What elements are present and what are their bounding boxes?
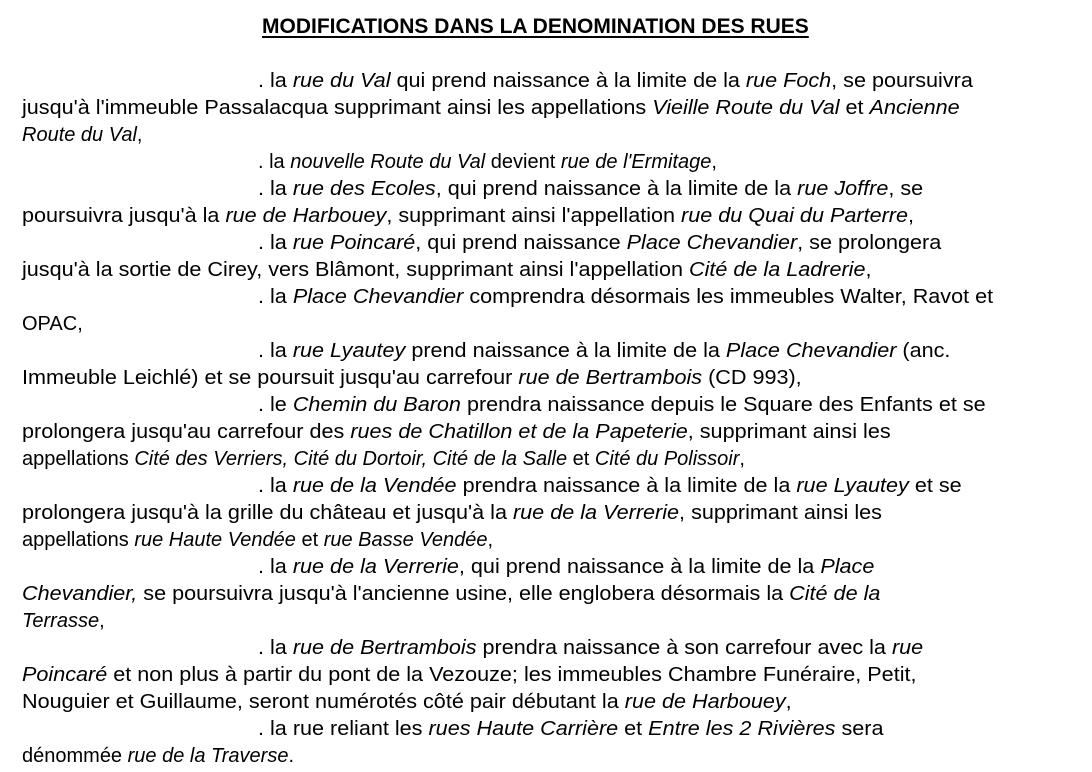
text-line bbox=[258, 635, 923, 662]
text-run: prolongera jusqu'au carrefour des bbox=[22, 421, 351, 443]
text-run: , se bbox=[888, 178, 924, 200]
street-name: nouvelle Route du Val bbox=[290, 151, 486, 173]
text-run: , bbox=[136, 124, 143, 146]
text-line bbox=[22, 446, 745, 473]
street-name: Cité des Verriers, Cité du Dortoir, Cité de la Salle bbox=[134, 448, 568, 470]
text-run: , supprimant ainsi l'appellation bbox=[386, 205, 682, 227]
street-name: Chevandier, bbox=[22, 583, 138, 605]
text-run: . la rue reliant les bbox=[258, 718, 429, 740]
text-run: et se bbox=[908, 475, 962, 497]
text-line bbox=[22, 581, 880, 608]
text-run: jusqu'à la sortie de Cirey, vers Blâmont, supprimant ainsi l'appellation bbox=[22, 259, 689, 281]
text-line bbox=[22, 527, 493, 554]
text-line bbox=[258, 716, 883, 743]
text-line bbox=[22, 257, 872, 284]
text-line bbox=[22, 689, 792, 716]
text-run: , bbox=[739, 448, 745, 470]
text-run: , qui prend naissance bbox=[415, 232, 627, 254]
text-run: , bbox=[865, 259, 872, 281]
text-run: prend naissance à la limite de la bbox=[405, 340, 726, 362]
text-run: et bbox=[567, 448, 595, 470]
text-run: et bbox=[295, 529, 324, 551]
street-name: Entre les 2 Rivières bbox=[648, 718, 836, 740]
text-line bbox=[258, 473, 962, 500]
text-run: jusqu'à l'immeuble Passalacqua supprimant ainsi les appellations bbox=[22, 97, 653, 119]
text-run: prendra naissance depuis le Square des Enfants et se bbox=[460, 394, 986, 416]
street-name: Cité de la Ladrerie bbox=[688, 259, 866, 281]
text-run: , supprimant ainsi les bbox=[679, 502, 882, 524]
street-name: rue Foch bbox=[745, 70, 832, 92]
street-name: rue de la Verrerie bbox=[512, 502, 680, 524]
text-run: , se poursuivra bbox=[831, 70, 973, 92]
street-name: rue de Harbouey bbox=[624, 691, 786, 713]
text-run: poursuivra jusqu'à la bbox=[22, 205, 226, 227]
street-name: rue de la Traverse bbox=[127, 745, 289, 767]
street-name: Terrasse bbox=[22, 610, 100, 632]
street-name: rue bbox=[891, 637, 924, 659]
text-line bbox=[258, 338, 950, 365]
text-run: et bbox=[618, 718, 649, 740]
text-run: appellations bbox=[22, 448, 135, 470]
text-run: qui prend naissance à la limite de la bbox=[390, 70, 746, 92]
street-name: rue Lyautey bbox=[796, 475, 909, 497]
text-line bbox=[258, 554, 874, 581]
street-name: rue Joffre bbox=[797, 178, 889, 200]
text-run: et non plus à partir du pont de la Vezouze; les immeubles Chambre Funéraire, Petit, bbox=[107, 664, 917, 686]
text-run: . la bbox=[258, 232, 293, 254]
text-run: devient bbox=[485, 151, 561, 173]
text-line bbox=[258, 176, 923, 203]
text-run: , supprimant ainsi les bbox=[687, 421, 891, 443]
street-name: rue Poincaré bbox=[292, 232, 416, 254]
street-name: rue Haute Vendée bbox=[134, 529, 296, 551]
street-name: rue de la Vendée bbox=[292, 475, 457, 497]
text-run: , bbox=[487, 529, 494, 551]
street-name: Place bbox=[820, 556, 875, 578]
text-run: , bbox=[785, 691, 792, 713]
text-line bbox=[22, 95, 960, 122]
street-name: rue de la Verrerie bbox=[292, 556, 459, 578]
text-line bbox=[22, 122, 142, 149]
text-run: et bbox=[839, 97, 870, 119]
text-line bbox=[22, 365, 802, 392]
street-name: rues de Chatillon et de la Papeterie bbox=[350, 421, 688, 443]
street-name: rue Basse Vendée bbox=[323, 529, 488, 551]
text-run: , qui prend naissance à la limite de la bbox=[458, 556, 821, 578]
text-run: , qui prend naissance à la limite de la bbox=[435, 178, 798, 200]
street-name: rue Lyautey bbox=[292, 340, 406, 362]
text-run: , se prolongera bbox=[797, 232, 942, 254]
street-name: rues Haute Carrière bbox=[428, 718, 619, 740]
text-run: se poursuivra jusqu'à l'ancienne usine, elle englobera désormais la bbox=[137, 583, 790, 605]
street-name: rue de Bertrambois bbox=[292, 637, 477, 659]
street-name: rue du Quai du Parterre bbox=[681, 205, 908, 227]
text-line bbox=[22, 662, 916, 689]
text-run: . la bbox=[258, 70, 293, 92]
text-run: , bbox=[99, 610, 105, 632]
text-line bbox=[258, 392, 986, 419]
text-line bbox=[258, 149, 717, 176]
street-name: Cité de la bbox=[789, 583, 881, 605]
text-line bbox=[22, 203, 914, 230]
text-run: prendra naissance à son carrefour avec la bbox=[476, 637, 892, 659]
text-line bbox=[22, 311, 83, 338]
text-run: . la bbox=[258, 286, 293, 308]
street-name: Route du Val bbox=[22, 124, 137, 146]
text-run: comprendra désormais les immeubles Walter, Ravot et bbox=[463, 286, 994, 308]
street-name: Chemin du Baron bbox=[292, 394, 461, 416]
text-run: Immeuble Leichlé) et se poursuit jusqu'au carrefour bbox=[22, 367, 519, 389]
text-run: appellations bbox=[22, 529, 135, 551]
street-name: rue de Harbouey bbox=[225, 205, 387, 227]
text-run: prolongera jusqu'à la grille du château et jusqu'à la bbox=[22, 502, 513, 524]
text-run: , bbox=[907, 205, 914, 227]
text-run: . le bbox=[258, 394, 293, 416]
text-line bbox=[22, 743, 294, 770]
text-run: . la bbox=[258, 178, 293, 200]
document-title: MODIFICATIONS DANS LA DENOMINATION DES RUES bbox=[262, 15, 809, 38]
text-line bbox=[22, 419, 891, 446]
text-run: , bbox=[711, 151, 717, 173]
street-name: rue de Bertrambois bbox=[518, 367, 703, 389]
text-run: OPAC, bbox=[22, 313, 83, 335]
text-line bbox=[258, 68, 973, 95]
text-run: prendra naissance à la limite de la bbox=[456, 475, 797, 497]
street-name: Cité du Polissoir bbox=[594, 448, 740, 470]
text-run: (anc. bbox=[896, 340, 951, 362]
street-name: Place Chevandier bbox=[626, 232, 798, 254]
text-run: . la bbox=[258, 151, 291, 173]
text-run: . la bbox=[258, 340, 293, 362]
street-name: rue des Ecoles bbox=[292, 178, 436, 200]
text-line bbox=[22, 500, 882, 527]
street-name: rue du Val bbox=[292, 70, 391, 92]
street-name: rue de l'Ermitage bbox=[560, 151, 712, 173]
text-run: sera bbox=[835, 718, 884, 740]
street-name: Ancienne bbox=[869, 97, 960, 119]
text-run: Nouguier et Guillaume, seront numérotés côté pair débutant la bbox=[22, 691, 625, 713]
text-line bbox=[22, 608, 105, 635]
text-run: (CD 993), bbox=[702, 367, 802, 389]
text-line bbox=[258, 284, 993, 311]
text-run: . la bbox=[258, 637, 293, 659]
street-name: Place Chevandier bbox=[725, 340, 897, 362]
street-name: Poincaré bbox=[22, 664, 108, 686]
text-run: . bbox=[288, 745, 294, 767]
street-name: Vieille Route du Val bbox=[652, 97, 840, 119]
text-run: . la bbox=[258, 475, 293, 497]
street-name: Place Chevandier bbox=[292, 286, 464, 308]
text-run: dénommée bbox=[22, 745, 128, 767]
text-line bbox=[258, 230, 941, 257]
text-run: . la bbox=[258, 556, 293, 578]
